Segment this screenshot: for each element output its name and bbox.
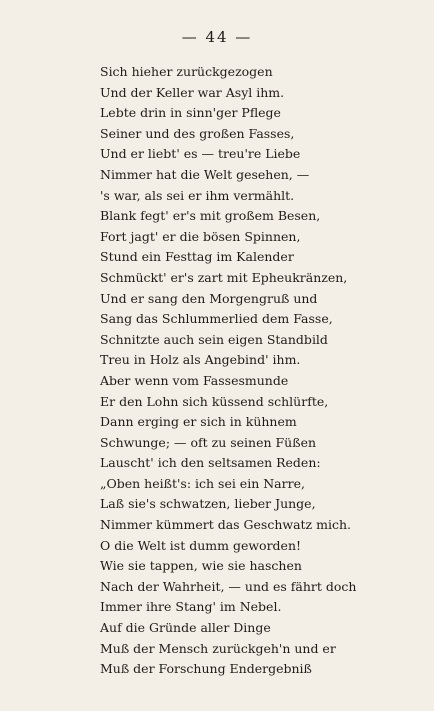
poem-line: Lauscht' ich den seltsamen Reden:: [100, 455, 321, 471]
poem-line: Blank fegt' er's mit großem Besen,: [100, 208, 321, 224]
poem-line: Schwunge; — oft zu seinen Füßen: [100, 434, 317, 450]
poem-line: Immer ihre Stang' im Nebel.: [100, 599, 282, 615]
poem-text: [100, 62, 420, 680]
page-number: — 44 —: [181, 28, 253, 46]
poem-line: Wie sie tappen, wie sie haschen: [100, 558, 302, 574]
poem-line: Muß der Forschung Endergebniß: [100, 661, 312, 677]
poem-line: Fort jagt' er die bösen Spinnen,: [100, 228, 301, 244]
poem-line: Dann erging er sich in kühnem: [100, 414, 297, 430]
poem-line: Sich hieher zurückgezogen: [100, 64, 273, 79]
poem-line: Muß der Mensch zurückgeh'n und er: [100, 640, 336, 656]
poem-line: Stund ein Festtag im Kalender: [100, 249, 294, 265]
poem-line: Schmückt' er's zart mit Epheukränzen,: [100, 269, 348, 285]
poem-line: „Oben heißt's: ich sei ein Narre,: [100, 475, 305, 491]
poem-line: Aber wenn vom Fassesmunde: [100, 372, 289, 388]
poem-line: Und er liebt' es — treu're Liebe: [100, 146, 301, 162]
poem-line: Treu in Holz als Angebind' ihm.: [100, 352, 301, 368]
poem-line: Laß sie's schwatzen, lieber Junge,: [100, 496, 316, 512]
poem-line: O die Welt ist dumm geworden!: [100, 537, 302, 553]
poem-line: Lebte drin in sinn'ger Pflege: [100, 105, 281, 121]
poem-line: Und der Keller war Asyl ihm.: [100, 84, 285, 100]
poem-line: Nach der Wahrheit, — und es fährt doch: [100, 578, 357, 594]
poem-line: Seiner und des großen Fasses,: [100, 125, 295, 141]
poem-line: 's war, als sei er ihm vermählt.: [100, 187, 295, 203]
poem-line: Und er sang den Morgengruß und: [100, 290, 318, 306]
poem-line: Sang das Schlummerlied dem Fasse,: [100, 311, 333, 327]
poem-line: Auf die Gründe aller Dinge: [100, 620, 271, 636]
poem-line: Nimmer hat die Welt gesehen, —: [100, 166, 310, 182]
poem-line: Er den Lohn sich küssend schlürfte,: [100, 393, 329, 409]
poem-line: Nimmer kümmert das Geschwatz mich.: [100, 517, 351, 533]
poem-line: Schnitzte auch sein eigen Standbild: [100, 331, 328, 347]
